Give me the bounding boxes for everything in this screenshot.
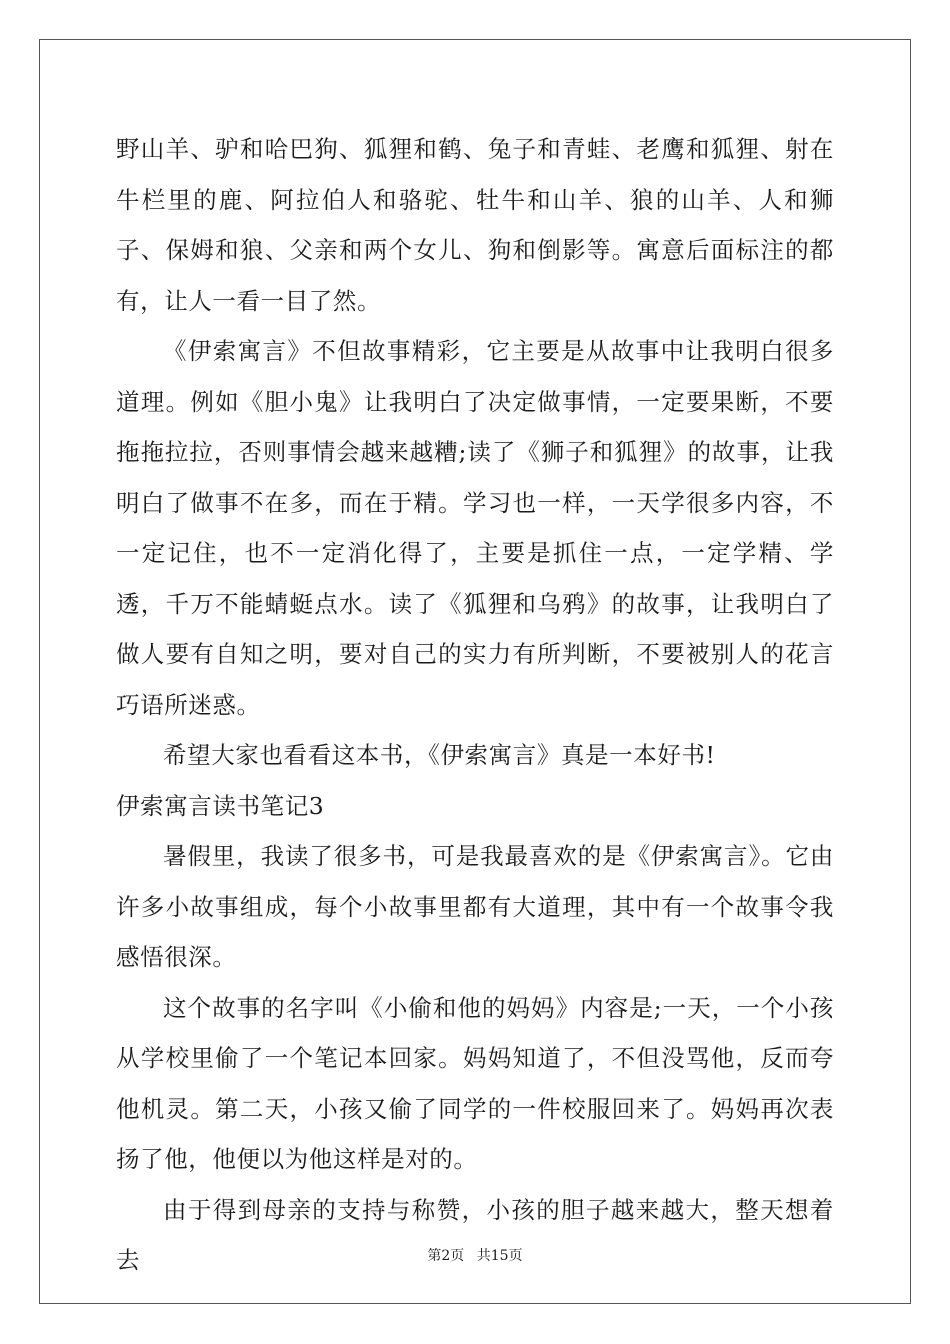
- paragraph: 暑假里，我读了很多书，可是我最喜欢的是《伊索寓言》。它由许多小故事组成，每个小故事里都有大道理，其中有一个故事令我感悟很深。: [116, 842, 834, 971]
- paragraph: 野山羊、驴和哈巴狗、狐狸和鹤、兔子和青蛙、老鹰和狐狸、射在牛栏里的鹿、阿拉伯人和骆驼、牡牛和山羊、狼的山羊、人和狮子、保姆和狼、父亲和两个女儿、狗和倒影等。寓意后面标注的都有，让人一看一目了然。: [116, 135, 834, 315]
- section-title: 伊索寓言读书笔记3: [116, 791, 325, 820]
- paragraph: 希望大家也看看这本书，《伊索寓言》真是一本好书!: [163, 741, 716, 769]
- page-total: 共15页: [476, 1248, 523, 1264]
- page-footer: [0, 1246, 950, 1266]
- paragraph: 这个故事的名字叫《小偷和他的妈妈》内容是;一天，一个小孩从学校里偷了一个笔记本回家。妈妈知道了，不但没骂他，反而夸他机灵。第二天，小孩又偷了同学的一件校服回来了。妈妈再次表扬了他，他便以为他这样是对的。: [116, 993, 834, 1173]
- page-number: 第2页: [427, 1248, 465, 1264]
- paragraph: 《伊索寓言》不但故事精彩，它主要是从故事中让我明白很多道理。例如《胆小鬼》让我明白了决定做事情，一定要果断，不要拖拖拉拉，否则事情会越来越糟;读了《狮子和狐狸》的故事，让我明白了做事不在多，而在于精。学习也一样，一天学很多内容，不一定记住，也不一定消化得了，主要是抓住一点，一定学精、学透，千万不能蜻蜓点水。读了《狐狸和乌鸦》的故事，让我明白了做人要有自知之明，要对自己的实力有所判断，不要被别人的花言巧语所迷惑。: [116, 337, 834, 719]
- document-body: [116, 124, 834, 1286]
- paragraph: 由于得到母亲的支持与称赞，小孩的胆子越来越大，整天想着去: [116, 1195, 834, 1274]
